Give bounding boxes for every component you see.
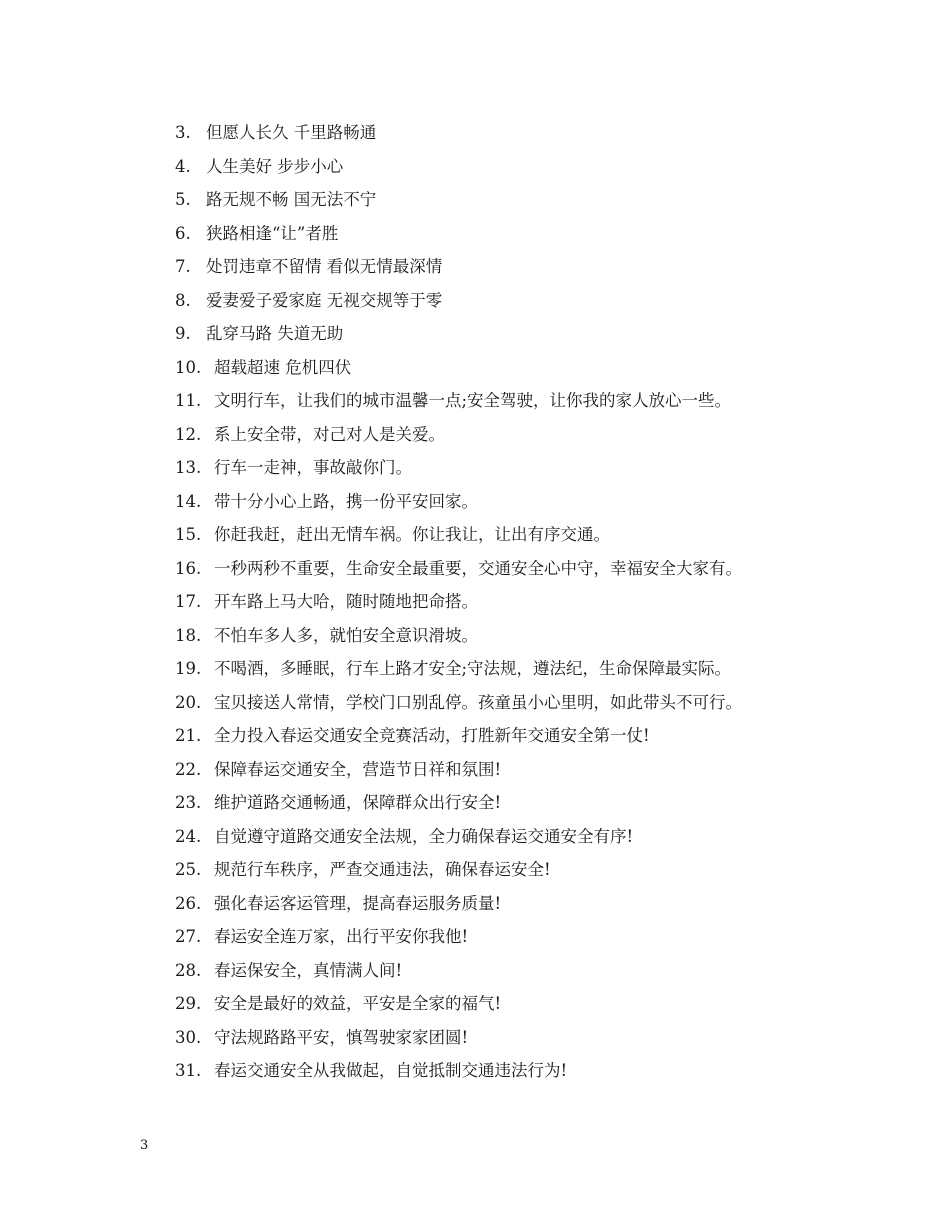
item-text: 带十分小心上路，携一份平安回家。 [214,491,478,511]
item-text: 开车路上马大哈，随时随地把命搭。 [214,592,478,611]
list-item [175,284,915,318]
list-item [175,317,915,351]
item-number: 31. [175,1061,202,1080]
list-item [175,719,915,753]
item-text: 狭路相逢“让”者胜 [206,223,339,243]
item-text: 文明行车，让我们的城市温馨一点;安全驾驶，让你我的家人放心一些。 [214,391,732,410]
item-number: 16. [175,558,202,578]
item-text: 宝贝接送人常情，学校门口别乱停。孩童虽小心里明，如此带头不可行。 [214,692,742,712]
item-number: 19. [175,659,202,678]
list-item [175,585,915,619]
list-item [175,954,915,988]
item-number: 20. [175,692,202,712]
item-number: 13. [175,458,202,477]
list-item [175,753,915,787]
item-text: 人生美好 步步小心 [206,156,344,176]
item-text: 路无规不畅 国无法不宁 [206,190,377,209]
item-text: 但愿人长久 千里路畅通 [206,123,377,142]
item-number: 28. [175,960,202,980]
item-number: 12. [175,424,202,444]
item-text: 一秒两秒不重要，生命安全最重要，交通安全心中守，幸福安全大家有。 [214,558,742,578]
list-item [175,351,915,385]
item-number: 9. [175,324,191,343]
item-number: 14. [175,491,202,511]
list-item [175,820,915,854]
item-number: 26. [175,893,202,913]
item-number: 24. [175,826,202,846]
item-number: 8. [175,290,191,310]
item-number: 7. [175,257,191,276]
item-text: 爱妻爱子爱家庭 无视交规等于零 [206,290,443,310]
item-text: 不喝酒，多睡眠，行车上路才安全;守法规，遵法纪，生命保障最实际。 [214,659,732,678]
list-item [175,887,915,921]
item-text: 强化春运客运管理，提高春运服务质量! [214,893,502,913]
list-item [175,1021,915,1055]
item-number: 23. [175,793,202,812]
item-number: 10. [175,357,202,377]
item-number: 15. [175,525,202,544]
item-text: 春运安全连万家，出行平安你我他! [214,927,469,946]
item-text: 全力投入春运交通安全竞赛活动，打胜新年交通安全第一仗! [214,726,650,745]
list-item [175,920,915,954]
item-number: 22. [175,759,202,779]
item-text: 自觉遵守道路交通安全法规，全力确保春运交通安全有序! [214,826,634,846]
page-number: 3 [140,1138,149,1153]
list-item [175,552,915,586]
list-item [175,1054,915,1088]
item-text: 安全是最好的效益，平安是全家的福气! [214,994,502,1013]
list-item [175,987,915,1021]
item-number: 5. [175,190,191,209]
list-item [175,619,915,653]
item-text: 规范行车秩序，严查交通违法，确保春运安全! [214,860,551,879]
item-number: 11. [175,391,202,410]
list-item [175,853,915,887]
item-text: 保障春运交通安全，营造节日祥和氛围! [214,759,502,779]
list-item [175,384,915,418]
list-item [175,652,915,686]
item-text: 不怕车多人多，就怕安全意识滑坡。 [214,625,478,645]
list-item [175,250,915,284]
item-number: 6. [175,223,191,243]
item-number: 21. [175,726,202,745]
list-item [175,686,915,720]
list-item [175,451,915,485]
list-item [175,150,915,184]
item-text: 乱穿马路 失道无助 [206,324,344,343]
list-item [175,485,915,519]
item-text: 你赶我赶，赶出无情车祸。你让我让，让出有序交通。 [214,525,610,544]
item-number: 4. [175,156,191,176]
slogan-list [175,116,915,1088]
item-number: 29. [175,994,202,1013]
item-number: 27. [175,927,202,946]
list-item [175,116,915,150]
list-item [175,518,915,552]
item-text: 行车一走神，事故敲你门。 [214,458,412,477]
item-text: 守法规路路平安，慎驾驶家家团圆! [214,1027,469,1047]
item-number: 18. [175,625,202,645]
item-number: 17. [175,592,202,611]
item-text: 春运保安全，真情满人间! [214,960,403,980]
item-text: 春运交通安全从我做起，自觉抵制交通违法行为! [214,1061,568,1080]
list-item [175,183,915,217]
item-number: 30. [175,1027,202,1047]
item-text: 维护道路交通畅通，保障群众出行安全! [214,793,502,812]
list-item [175,217,915,251]
item-number: 25. [175,860,202,879]
item-number: 3. [175,123,191,142]
list-item [175,418,915,452]
item-text: 超载超速 危机四伏 [214,357,352,377]
item-text: 系上安全带，对己对人是关爱。 [214,424,445,444]
list-item [175,786,915,820]
item-text: 处罚违章不留情 看似无情最深情 [206,257,443,276]
